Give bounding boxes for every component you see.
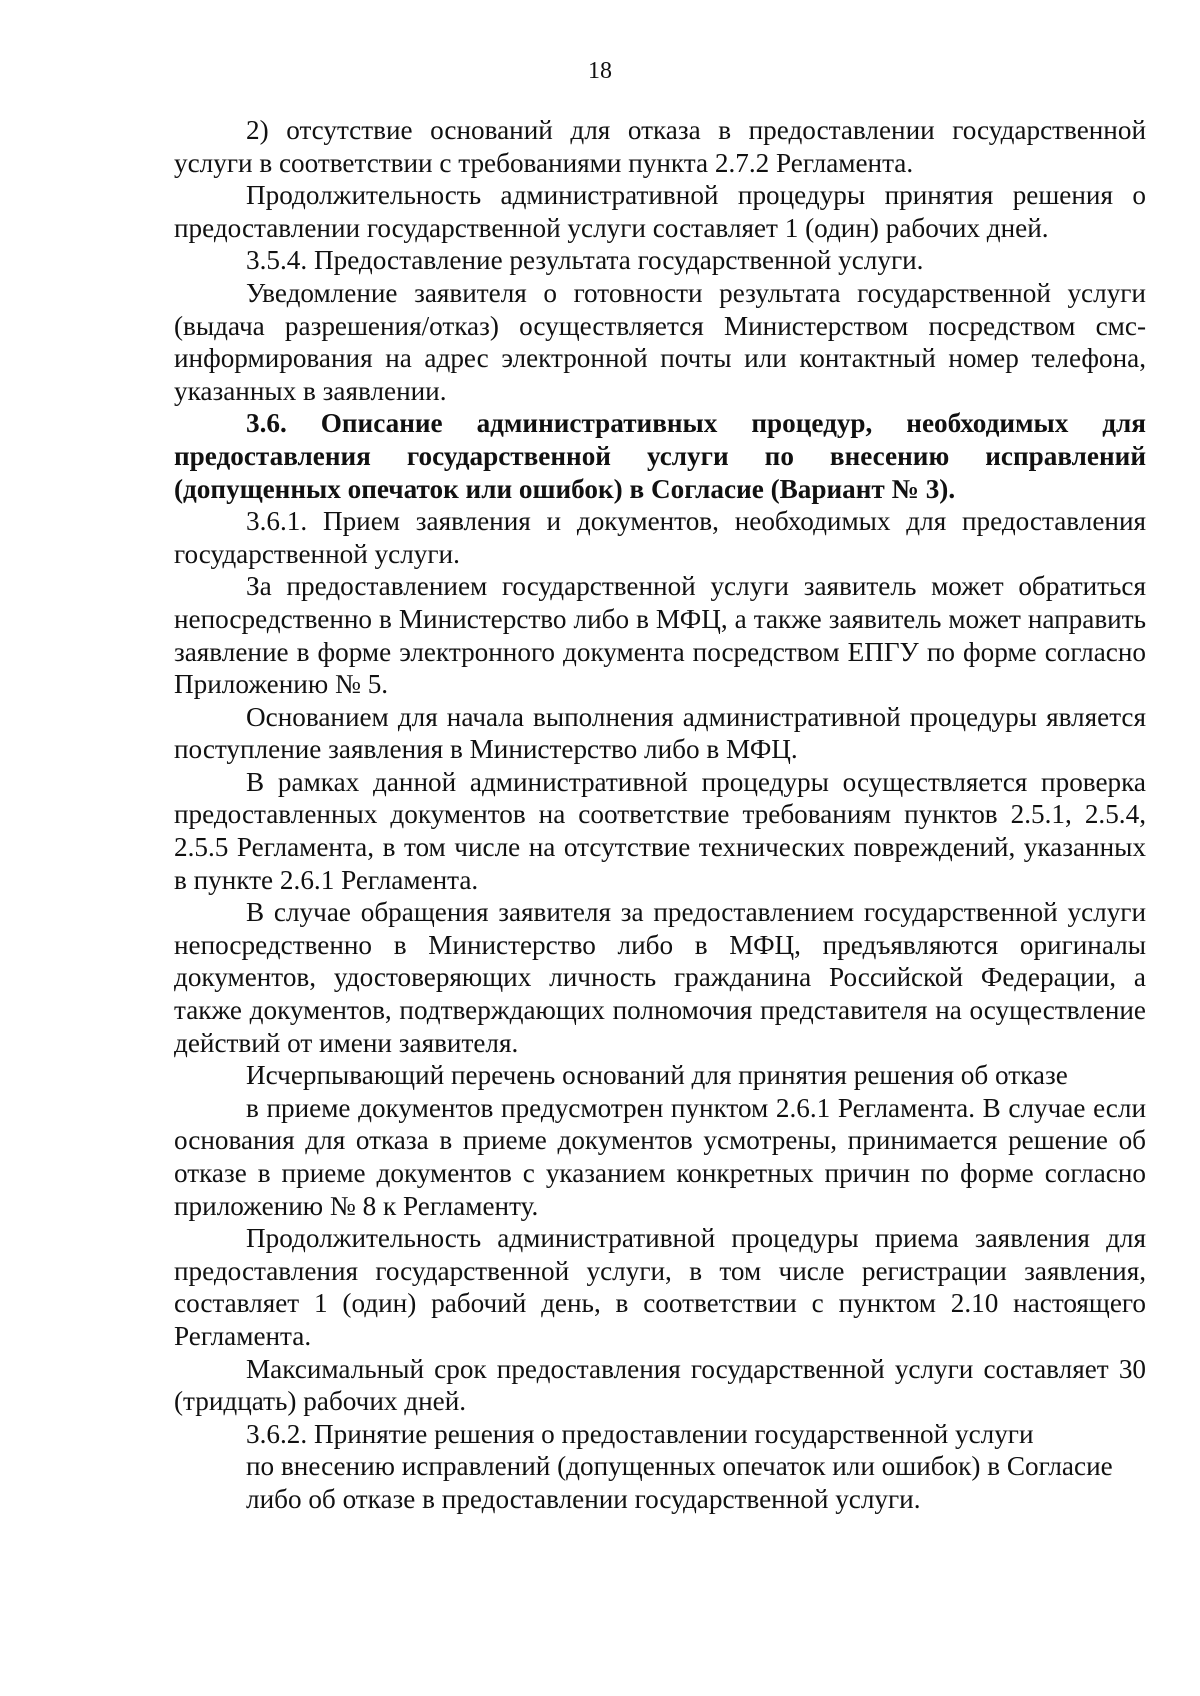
paragraph: 3.6.1. Прием заявления и документов, необходимых для предоставления государственной услуги.	[174, 506, 1146, 569]
paragraph: За предоставлением государственной услуги заявитель может обратиться непосредственно в Министерство либо в МФЦ, а также заявитель может направить заявление в форме электронного документа посредством ЕПГУ по форме согласно Приложению № 5.	[174, 571, 1146, 700]
paragraph: 3.6.2. Принятие решения о предоставлении государственной услуги	[246, 1418, 1034, 1449]
paragraph: Исчерпывающий перечень оснований для принятия решения об отказе	[246, 1060, 1068, 1091]
paragraph: в приеме документов предусмотрен пунктом 2.6.1 Регламента. В случае если основания для отказа в приеме документов усмотрены, принимается решение об отказе в приеме документов с указанием конкретных причин по форме согласно приложению № 8 к Регламенту.	[174, 1092, 1146, 1221]
paragraph: Продолжительность административной процедуры приема заявления для предоставления государственной услуги, в том числе регистрации заявления, составляет 1 (один) рабочий день, в соответствии с пунктом 2.10 настоящего Регламента.	[174, 1223, 1146, 1351]
paragraph: В случае обращения заявителя за предоставлением государственной услуги непосредственно в Министерство либо в МФЦ, предъявляются оригиналы документов, удостоверяющих личность гражданина Российской Федерации, а также документов, подтверждающих полномочия представителя на осуществление действий от имени заявителя.	[174, 897, 1146, 1058]
paragraph: Уведомление заявителя о готовности результата государственной услуги (выдача разрешения/отказ) осуществляется Министерством посредством смс-информирования на адрес электронной почты или контактный номер телефона, указанных в заявлении.	[174, 277, 1146, 406]
document-body	[174, 114, 1146, 1516]
paragraph: либо об отказе в предоставлении государственной услуги.	[246, 1483, 921, 1514]
paragraph: 3.5.4. Предоставление результата государственной услуги.	[246, 245, 924, 276]
paragraph: Продолжительность административной процедуры принятия решения о предоставлении государственной услуги составляет 1 (один) рабочих дней.	[174, 180, 1146, 243]
paragraph: 2) отсутствие оснований для отказа в предоставлении государственной услуги в соответствии с требованиями пункта 2.7.2 Регламента.	[174, 115, 1146, 178]
paragraph: Максимальный срок предоставления государственной услуги составляет 30 (тридцать) рабочих дней.	[174, 1353, 1146, 1417]
paragraph: В рамках данной административной процедуры осуществляется проверка предоставленных документов на соответствие требованиям пунктов 2.5.1, 2.5.4, 2.5.5 Регламента, в том числе на отсутствие технических повреждений, указанных в пункте 2.6.1 Регламента.	[174, 766, 1146, 895]
paragraph: 3.6. Описание административных процедур, необходимых для предоставления государственной услуги по внесению исправлений (допущенных опечаток или ошибок) в Согласие (Вариант № 3).	[174, 408, 1146, 504]
page-number: 18	[588, 58, 612, 84]
paragraph: Основанием для начала выполнения административной процедуры является поступление заявления в Министерство либо в МФЦ.	[174, 701, 1146, 765]
paragraph: по внесению исправлений (допущенных опечаток или ошибок) в Согласие	[246, 1451, 1113, 1482]
